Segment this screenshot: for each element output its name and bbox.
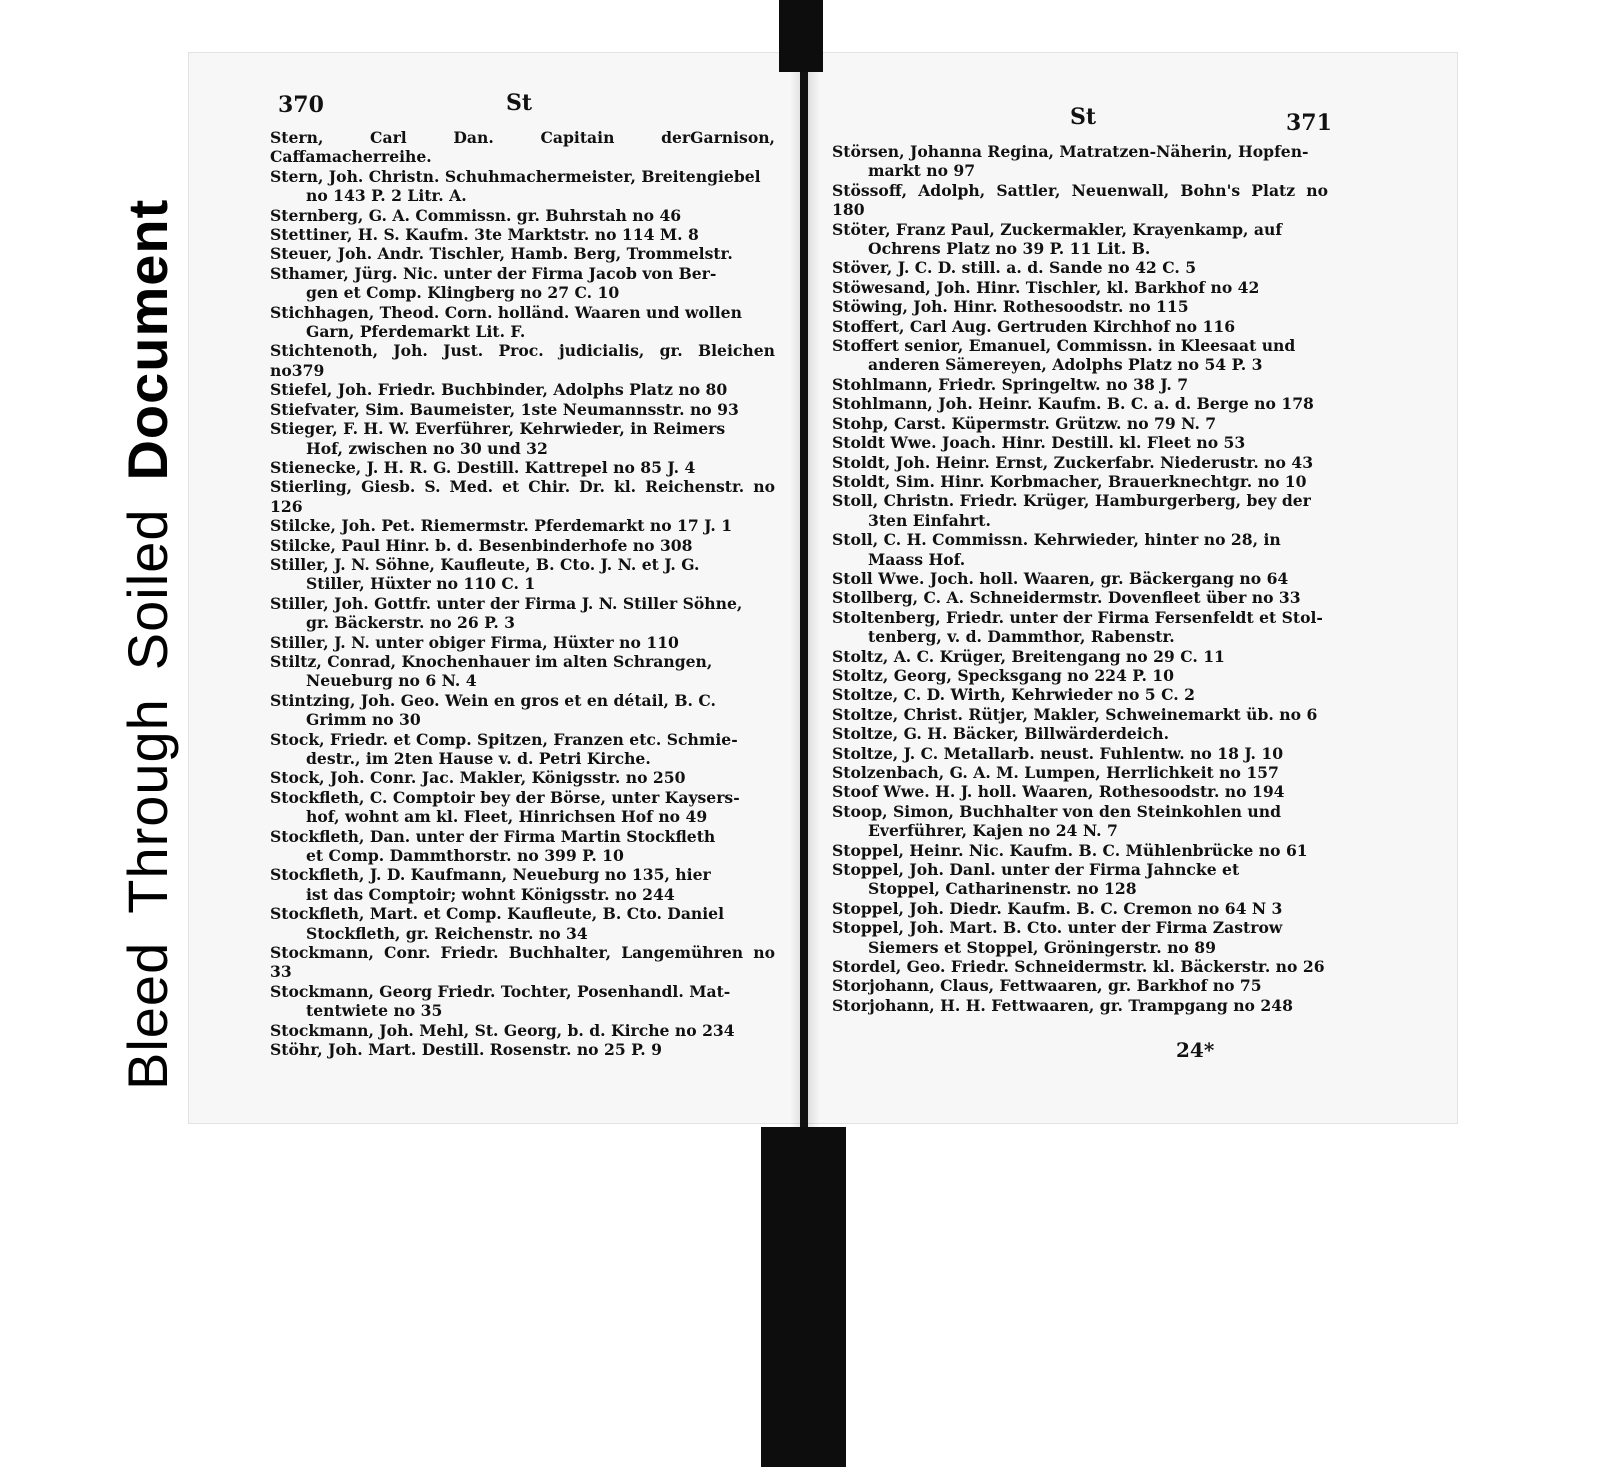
entry-text: Stock, Joh. Conr. Jac. Makler, Königsstr. no 250	[270, 768, 686, 788]
directory-entry	[270, 419, 775, 458]
directory-entry	[270, 1021, 775, 1040]
entry-text: Stoltze, G. H. Bäcker, Billwärderdeich.	[832, 724, 1170, 744]
entry-text: Stolzenbach, G. A. M. Lumpen, Herrlichkeit no 157	[832, 763, 1279, 782]
directory-entry	[270, 904, 775, 943]
entry-text: Storjohann, H. H. Fettwaaren, gr. Trampgang no 248	[832, 995, 1293, 1015]
entry-text: Stoll, Christn. Friedr. Krüger, Hamburgerberg, bey der	[832, 491, 1311, 511]
entry-continuation: hof, wohnt am kl. Fleet, Hinrichsen Hof no 49	[306, 807, 708, 827]
directory-entry	[832, 899, 1328, 918]
entry-text: Stockmann, Conr. Friedr. Buchhalter, Langemühren no 33	[270, 943, 775, 982]
directory-entry	[270, 206, 775, 225]
entry-continuation: gr. Bäckerstr. no 26 P. 3	[306, 613, 516, 633]
directory-entry	[832, 414, 1328, 433]
entry-text: Stöwing, Joh. Hinr. Rothesoodstr. no 115	[832, 297, 1189, 317]
directory-entry	[270, 303, 775, 342]
directory-entry	[270, 594, 775, 633]
directory-entry	[832, 297, 1328, 316]
entry-text: Stintzing, Joh. Geo. Wein en gros et en détail, B. C.	[270, 690, 716, 710]
directory-entry	[832, 976, 1328, 995]
entry-text: Stettiner, H. S. Kaufm. 3te Marktstr. no 114 M. 8	[270, 225, 699, 245]
directory-entry	[270, 477, 775, 516]
page-number: 370	[278, 92, 324, 118]
bleed-through-stamp	[108, 198, 188, 1090]
entry-text: Stoltenberg, Friedr. unter der Firma Fersenfeldt et Stol-	[832, 607, 1323, 627]
directory-entry	[832, 647, 1328, 666]
directory-entry	[270, 827, 775, 866]
entry-continuation: et Comp. Dammthorstr. no 399 P. 10	[306, 846, 624, 866]
entry-text: Stöter, Franz Paul, Zuckermakler, Krayenkamp, auf	[832, 219, 1283, 239]
entry-text: Stichtenoth, Joh. Just. Proc. judicialis, gr. Bleichen no379	[270, 341, 775, 380]
directory-entry	[832, 491, 1328, 530]
directory-entry	[270, 380, 775, 399]
directory-entry	[270, 555, 775, 594]
entry-text: Stordel, Geo. Friedr. Schneidermstr. kl. Bäckerstr. no 26	[832, 957, 1325, 977]
entry-text: Stohlmann, Joh. Heinr. Kaufm. B. C. a. d. Berge no 178	[832, 394, 1314, 414]
header-letter: St	[1070, 104, 1097, 130]
directory-entry	[832, 918, 1328, 957]
entry-text: Stoffert senior, Emanuel, Commissn. in Kleesaat und	[832, 336, 1296, 356]
entry-text: Stoldt, Joh. Heinr. Ernst, Zuckerfabr. Niederustr. no 43	[832, 452, 1314, 472]
entry-text: Steuer, Joh. Andr. Tischler, Hamb. Berg, Trommelstr.	[270, 244, 733, 264]
entry-continuation: Stoppel, Catharinenstr. no 128	[868, 879, 1137, 899]
entry-text: Stoppel, Heinr. Nic. Kaufm. B. C. Mühlenbrücke no 61	[832, 840, 1308, 860]
entry-text: Stöver, J. C. D. still. a. d. Sande no 42 C. 5	[832, 258, 1197, 278]
entry-text: Stockmann, Georg Friedr. Tochter, Posenhandl. Mat-	[270, 981, 731, 1001]
directory-entry	[832, 724, 1328, 743]
directory-entry	[270, 691, 775, 730]
entry-text: Stieger, F. H. W. Everführer, Kehrwieder, in Reimers	[270, 419, 726, 439]
directory-entry	[832, 258, 1328, 277]
entry-continuation: Grimm no 30	[306, 710, 421, 730]
directory-entry	[270, 633, 775, 652]
directory-entry	[270, 341, 775, 380]
directory-entry	[832, 957, 1328, 976]
entry-continuation: anderen Sämereyen, Adolphs Platz no 54 P. 3	[868, 355, 1263, 375]
directory-entry	[832, 802, 1328, 841]
directory-entry	[832, 453, 1328, 472]
stamp-word: Bleed	[116, 941, 179, 1090]
directory-entry	[832, 744, 1328, 763]
directory-entry	[270, 458, 775, 477]
binding-gutter-top	[779, 0, 823, 72]
header-letter: St	[506, 90, 533, 116]
page-number: 371	[1286, 110, 1332, 136]
directory-entry	[832, 996, 1328, 1015]
entry-continuation: Everführer, Kajen no 24 N. 7	[868, 821, 1118, 841]
directory-entry	[832, 860, 1328, 899]
entry-continuation: tenberg, v. d. Dammthor, Rabenstr.	[868, 627, 1175, 647]
entry-continuation: Siemers et Stoppel, Gröningerstr. no 89	[868, 937, 1216, 957]
entry-continuation: Stiller, Hüxter no 110 C. 1	[306, 574, 536, 594]
entry-text: Stockfleth, J. D. Kaufmann, Neueburg no 135, hier	[270, 865, 711, 885]
entry-text: Sternberg, G. A. Commissn. gr. Buhrstah no 46	[270, 205, 682, 225]
entry-text: Stollberg, C. A. Schneidermstr. Dovenfleet über no 33	[832, 588, 1301, 608]
directory-entry	[270, 865, 775, 904]
directory-entry	[270, 400, 775, 419]
directory-entry	[270, 943, 775, 982]
entry-continuation: Stockfleth, gr. Reichenstr. no 34	[306, 923, 588, 943]
directory-entry	[832, 181, 1328, 220]
directory-entry	[270, 788, 775, 827]
entry-text: Stilcke, Paul Hinr. b. d. Besenbinderhofe no 308	[270, 535, 693, 555]
directory-entry	[832, 588, 1328, 607]
entry-text: Stiller, J. N. unter obiger Firma, Hüxter no 110	[270, 632, 679, 652]
entry-text: Störsen, Johanna Regina, Matratzen-Näherin, Hopfen-	[832, 142, 1309, 161]
directory-entry	[270, 536, 775, 555]
directory-entry	[832, 394, 1328, 413]
entry-text: Stohp, Carst. Küpermstr. Grützw. no 79 N. 7	[832, 413, 1217, 433]
entry-text: Stoll, C. H. Commissn. Kehrwieder, hinter no 28, in	[832, 530, 1281, 550]
entry-text: Stoltz, A. C. Krüger, Breitengang no 29 C. 11	[832, 646, 1225, 666]
stamp-word: Document	[116, 198, 179, 481]
entry-text: Stern, Carl Dan. Capitain derGarnison, Caffamacherreihe.	[270, 128, 775, 167]
entry-continuation: Hof, zwischen no 30 und 32	[306, 438, 548, 458]
entry-continuation: markt no 97	[868, 161, 976, 181]
directory-entry	[270, 652, 775, 691]
stamp-word: Through	[116, 698, 179, 914]
entry-text: Stoll Wwe. Joch. holl. Waaren, gr. Bäckergang no 64	[832, 568, 1289, 588]
entry-text: Stiltz, Conrad, Knochenhauer im alten Schrangen,	[270, 651, 713, 671]
entry-text: Stoppel, Joh. Mart. B. Cto. unter der Firma Zastrow	[832, 918, 1283, 938]
directory-entry	[270, 1040, 775, 1059]
entry-continuation: destr., im 2ten Hause v. d. Petri Kirche.	[306, 749, 651, 768]
entry-text: Stöhr, Joh. Mart. Destill. Rosenstr. no 25 P. 9	[270, 1040, 662, 1060]
entry-text: Stiefel, Joh. Friedr. Buchbinder, Adolphs Platz no 80	[270, 380, 728, 400]
entry-list	[832, 142, 1328, 1015]
directory-entry	[270, 264, 775, 303]
entry-text: Stock, Friedr. et Comp. Spitzen, Franzen etc. Schmie-	[270, 729, 738, 749]
entry-continuation: Ochrens Platz no 39 P. 11 Lit. B.	[868, 239, 1151, 259]
directory-entry	[832, 336, 1328, 375]
directory-entry	[832, 433, 1328, 452]
entry-text: Stoffert, Carl Aug. Gertruden Kirchhof no 116	[832, 316, 1236, 336]
entry-text: Stoof Wwe. H. J. holl. Waaren, Rothesoodstr. no 194	[832, 782, 1285, 802]
directory-entry	[832, 375, 1328, 394]
directory-entry	[270, 128, 775, 167]
entry-text: Stoppel, Joh. Danl. unter der Firma Jahncke et	[832, 860, 1240, 880]
entry-continuation: gen et Comp. Klingberg no 27 C. 10	[306, 283, 620, 303]
entry-text: Stoppel, Joh. Diedr. Kaufm. B. C. Cremon no 64 N 3	[832, 898, 1283, 918]
entry-continuation: Neueburg no 6 N. 4	[306, 671, 477, 691]
entry-text: Stockmann, Joh. Mehl, St. Georg, b. d. Kirche no 234	[270, 1020, 735, 1040]
binding-gutter-line	[800, 72, 808, 1127]
directory-entry	[270, 768, 775, 787]
directory-entry	[832, 530, 1328, 569]
directory-entry	[832, 142, 1328, 181]
directory-entry	[832, 705, 1328, 724]
entry-continuation: no 143 P. 2 Litr. A.	[306, 186, 467, 206]
entry-continuation: Maass Hof.	[868, 549, 966, 569]
entry-continuation: ist das Comptoir; wohnt Königsstr. no 244	[306, 884, 675, 904]
stamp-word: Soiled	[116, 508, 179, 671]
entry-text: Stoltze, J. C. Metallarb. neust. Fuhlentw. no 18 J. 10	[832, 743, 1284, 763]
entry-text: Stoop, Simon, Buchhalter von den Steinkohlen und	[832, 801, 1281, 821]
entry-text: Stierling, Giesb. S. Med. et Chir. Dr. kl. Reichenstr. no 126	[270, 477, 775, 516]
entry-text: Stilcke, Joh. Pet. Riemermstr. Pferdemarkt no 17 J. 1	[270, 516, 733, 536]
directory-entry	[270, 225, 775, 244]
directory-entry	[270, 730, 775, 769]
binding-gutter-bottom	[761, 1127, 846, 1467]
entry-text: Stichhagen, Theod. Corn. holländ. Waaren und wollen	[270, 302, 742, 322]
directory-entry	[270, 982, 775, 1021]
entry-text: Stockfleth, Dan. unter der Firma Martin Stockfleth	[270, 826, 716, 846]
entry-text: Stern, Joh. Christn. Schuhmachermeister, Breitengiebel	[270, 166, 761, 186]
entry-text: Stössoff, Adolph, Sattler, Neuenwall, Bohn's Platz no 180	[832, 180, 1328, 220]
entry-continuation: 3ten Einfahrt.	[868, 510, 991, 530]
entry-text: Stiller, J. N. Söhne, Kaufleute, B. Cto. J. N. et J. G.	[270, 554, 700, 574]
directory-entry	[832, 782, 1328, 801]
directory-entry	[270, 167, 775, 206]
directory-entry	[832, 666, 1328, 685]
directory-entry	[832, 763, 1328, 782]
directory-entry	[270, 516, 775, 535]
directory-entry	[832, 841, 1328, 860]
entry-text: Stockfleth, C. Comptoir bey der Börse, unter Kaysers-	[270, 787, 740, 807]
entry-text: Stoltze, Christ. Rütjer, Makler, Schweinemarkt üb. no 6	[832, 704, 1318, 724]
entry-list	[270, 128, 775, 1060]
directory-entry	[832, 472, 1328, 491]
entry-text: Stienecke, J. H. R. G. Destill. Kattrepel no 85 J. 4	[270, 457, 696, 477]
entry-text: Stiller, Joh. Gottfr. unter der Firma J. N. Stiller Söhne,	[270, 593, 743, 613]
entry-text: Stoltz, Georg, Specksgang no 224 P. 10	[832, 665, 1175, 685]
directory-entry	[832, 278, 1328, 297]
directory-entry	[832, 685, 1328, 704]
entry-continuation: Garn, Pferdemarkt Lit. F.	[306, 322, 526, 342]
directory-entry	[832, 569, 1328, 588]
entry-text: Sthamer, Jürg. Nic. unter der Firma Jacob von Ber-	[270, 263, 717, 283]
entry-text: Stoldt Wwe. Joach. Hinr. Destill. kl. Fleet no 53	[832, 433, 1246, 453]
entry-continuation: tentwiete no 35	[306, 1001, 443, 1021]
entry-text: Stoldt, Sim. Hinr. Korbmacher, Brauerknechtgr. no 10	[832, 471, 1307, 491]
entry-text: Stöwesand, Joh. Hinr. Tischler, kl. Barkhof no 42	[832, 277, 1260, 297]
entry-text: Stockfleth, Mart. et Comp. Kaufleute, B. Cto. Daniel	[270, 904, 725, 924]
entry-text: Stiefvater, Sim. Baumeister, 1ste Neumannsstr. no 93	[270, 399, 739, 419]
directory-entry	[270, 244, 775, 263]
entry-text: Stohlmann, Friedr. Springeltw. no 38 J. 7	[832, 374, 1189, 394]
directory-entry	[832, 220, 1328, 259]
signature-mark: 24*	[1176, 1038, 1215, 1062]
directory-entry	[832, 608, 1328, 647]
directory-entry	[832, 317, 1328, 336]
entry-text: Stoltze, C. D. Wirth, Kehrwieder no 5 C. 2	[832, 685, 1195, 705]
entry-text: Storjohann, Claus, Fettwaaren, gr. Barkhof no 75	[832, 976, 1262, 996]
